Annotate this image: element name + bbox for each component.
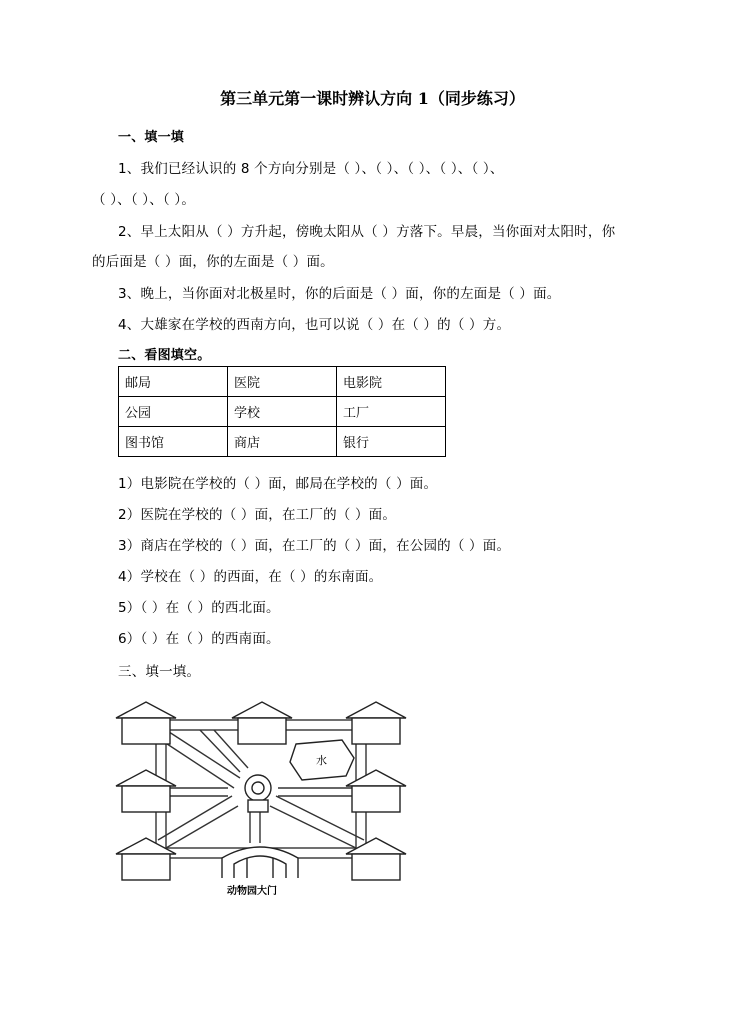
table-cell: 公园 bbox=[119, 397, 228, 427]
table-cell: 学校 bbox=[228, 397, 337, 427]
table-cell: 图书馆 bbox=[119, 427, 228, 457]
question-4: 4、大雄家在学校的西南方向，也可以说（ ）在（ ）的（ ）方。 bbox=[118, 317, 511, 333]
table-cell: 银行 bbox=[337, 427, 446, 457]
table-question-4: 4）学校在（ ）的西面，在（ ）的东南面。 bbox=[118, 569, 383, 585]
zoo-gate-label: 动物园大门 bbox=[227, 886, 277, 897]
direction-table bbox=[118, 366, 446, 457]
house-icon bbox=[116, 770, 176, 812]
table-cell: 医院 bbox=[228, 367, 337, 397]
table-question-3: 3）商店在学校的（ ）面，在工厂的（ ）面，在公园的（ ）面。 bbox=[118, 538, 511, 554]
house-icon bbox=[346, 702, 406, 744]
lion-icon bbox=[245, 775, 271, 812]
table-cell: 商店 bbox=[228, 427, 337, 457]
house-icon bbox=[232, 702, 292, 744]
question-1-line-1: 1、我们已经认识的 8 个方向分别是（ ）、（ ）、（ ）、（ ）、（ ）、 bbox=[118, 161, 504, 177]
table-cell: 邮局 bbox=[119, 367, 228, 397]
page-title: 第三单元第一课时辨认方向 1（同步练习） bbox=[220, 89, 525, 108]
question-1-line-2: （ ）、（ ）、（ ）。 bbox=[92, 192, 196, 208]
question-3: 3、晚上，当你面对北极星时，你的后面是（ ）面，你的左面是（ ）面。 bbox=[118, 286, 561, 302]
question-2-line-2: 的后面是（ ）面，你的左面是（ ）面。 bbox=[92, 254, 334, 270]
house-icon bbox=[116, 838, 176, 880]
table-question-5: 5）（ ）在（ ）的西北面。 bbox=[118, 600, 280, 616]
section2-heading: 二、看图填空。 bbox=[118, 348, 211, 363]
house-icon bbox=[116, 702, 176, 744]
house-icon bbox=[346, 770, 406, 812]
section1-heading: 一、填一填 bbox=[118, 130, 185, 145]
table-question-1: 1）电影院在学校的（ ）面，邮局在学校的（ ）面。 bbox=[118, 476, 438, 492]
section3-heading: 三、填一填。 bbox=[118, 664, 201, 680]
table-question-2: 2）医院在学校的（ ）面，在工厂的（ ）面。 bbox=[118, 507, 397, 523]
table-row bbox=[119, 397, 446, 427]
table-question-6: 6）（ ）在（ ）的西南面。 bbox=[118, 631, 280, 647]
zoo-map bbox=[110, 698, 415, 908]
zoo-gate-icon bbox=[222, 847, 298, 878]
table-row bbox=[119, 367, 446, 397]
table-cell: 工厂 bbox=[337, 397, 446, 427]
table-cell: 电影院 bbox=[337, 367, 446, 397]
question-2-line-1: 2、早上太阳从（ ）方升起，傍晚太阳从（ ）方落下。早晨，当你面对太阳时，你 bbox=[118, 224, 616, 240]
table-row bbox=[119, 427, 446, 457]
house-icon bbox=[346, 838, 406, 880]
water-label: 水 bbox=[316, 755, 327, 767]
